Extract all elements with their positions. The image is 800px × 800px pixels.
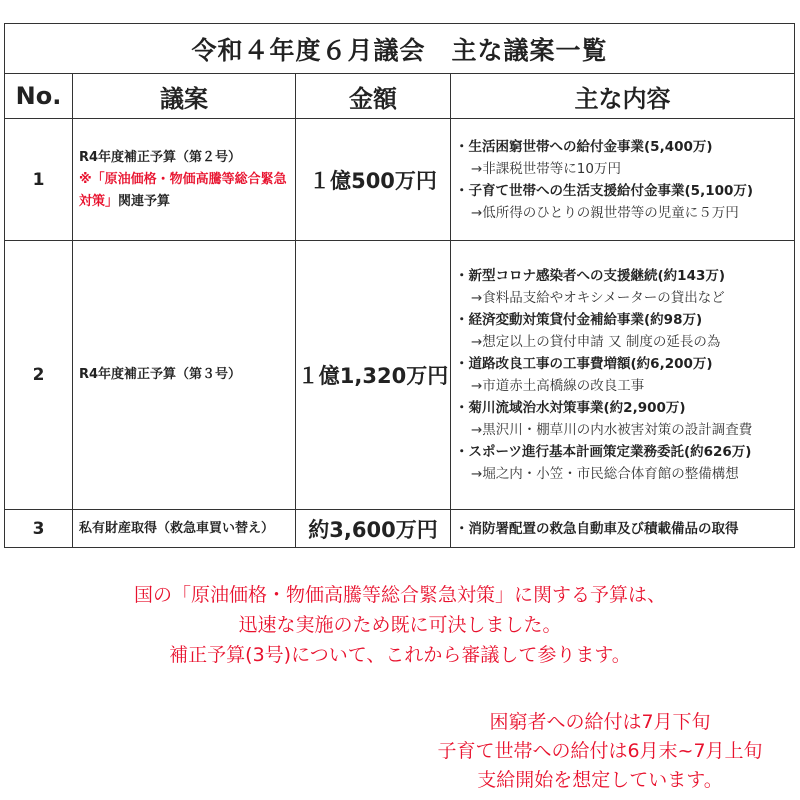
bill-related-note (79, 169, 289, 213)
agenda-table (4, 23, 795, 548)
content-detail: →想定以上の貸付申請 又 制度の延長の為 (471, 334, 721, 350)
note-line: 困窮者への給付は7月下旬 (489, 711, 711, 733)
table-row (5, 510, 795, 548)
bill-cell: R4年度補正予算（第３号） (73, 241, 296, 510)
content-detail: →黒沢川・棚草川の内水被害対策の設計調査費 (471, 422, 753, 438)
content-detail: →食料品支給やオキシメーターの貸出など (471, 290, 725, 306)
note-line: 国の「原油価格・物価高騰等総合緊急対策」に関する予算は、 (133, 584, 666, 606)
content-item: ・経済変動対策貸付金補給事業(約98万) (455, 312, 703, 328)
note-line: 子育て世帯への給付は6月末~7月上旬 (437, 740, 763, 762)
header-bill: 議案 (73, 74, 296, 119)
content-item: ・生活困窮世帯への給付金事業(5,400万) (455, 138, 713, 155)
amount-cell: １億1,320万円 (296, 241, 451, 510)
amount-cell: １億500万円 (296, 119, 451, 241)
content-item: ・スポーツ進行基本計画策定業務委託(約626万) (455, 444, 752, 460)
header-row (5, 74, 795, 119)
content-detail: →非課税世帯等に10万円 (471, 160, 621, 177)
bill-emergency-measure: 「原油価格・物価高騰等総合緊急対策」 (79, 171, 287, 209)
bill-cell: 私有財産取得（救急車買い替え） (73, 510, 296, 548)
content-cell (451, 241, 795, 510)
table-title: 令和４年度６月議会 主な議案一覧 (5, 24, 795, 74)
approval-note (0, 580, 800, 670)
content-detail: →市道赤土高橋線の改良工事 (471, 378, 645, 394)
content-cell (451, 119, 795, 241)
content-item: ・子育て世帯への生活支援給付金事業(5,100万) (455, 182, 754, 199)
bill-note-mark: ※ (79, 171, 92, 187)
content-item: ・菊川流域治水対策事業(約2,900万) (455, 400, 686, 416)
header-amount: 金額 (296, 74, 451, 119)
note-line: 迅速な実施のため既に可決しました。 (238, 614, 562, 636)
note-line: 補正予算(3号)について、これから審議して参ります。 (169, 644, 631, 666)
content-item: ・新型コロナ感染者への支援継続(約143万) (455, 268, 726, 284)
content-cell (451, 510, 795, 548)
content-item: ・道路改良工事の工事費増額(約6,200万) (455, 356, 713, 372)
payment-schedule-note (400, 708, 800, 795)
row-number: 1 (5, 119, 73, 241)
bill-related-suffix: 関連予算 (118, 193, 171, 209)
content-item: ・消防署配置の救急自動車及び積載備品の取得 (455, 520, 739, 537)
row-number: 2 (5, 241, 73, 510)
header-no: No. (5, 74, 73, 119)
row-number: 3 (5, 510, 73, 548)
content-detail: →低所得のひとりの親世帯等の児童に５万円 (471, 204, 739, 221)
bill-name: R4年度補正予算（第２号） (79, 149, 242, 165)
table-row (5, 241, 795, 510)
header-content: 主な内容 (451, 74, 795, 119)
bill-cell (73, 119, 296, 241)
content-detail: →堀之内・小笠・市民総合体育館の整備構想 (471, 466, 739, 482)
table-row (5, 119, 795, 241)
amount-cell: 約3,600万円 (296, 510, 451, 548)
note-line: 支給開始を想定しています。 (477, 769, 723, 791)
